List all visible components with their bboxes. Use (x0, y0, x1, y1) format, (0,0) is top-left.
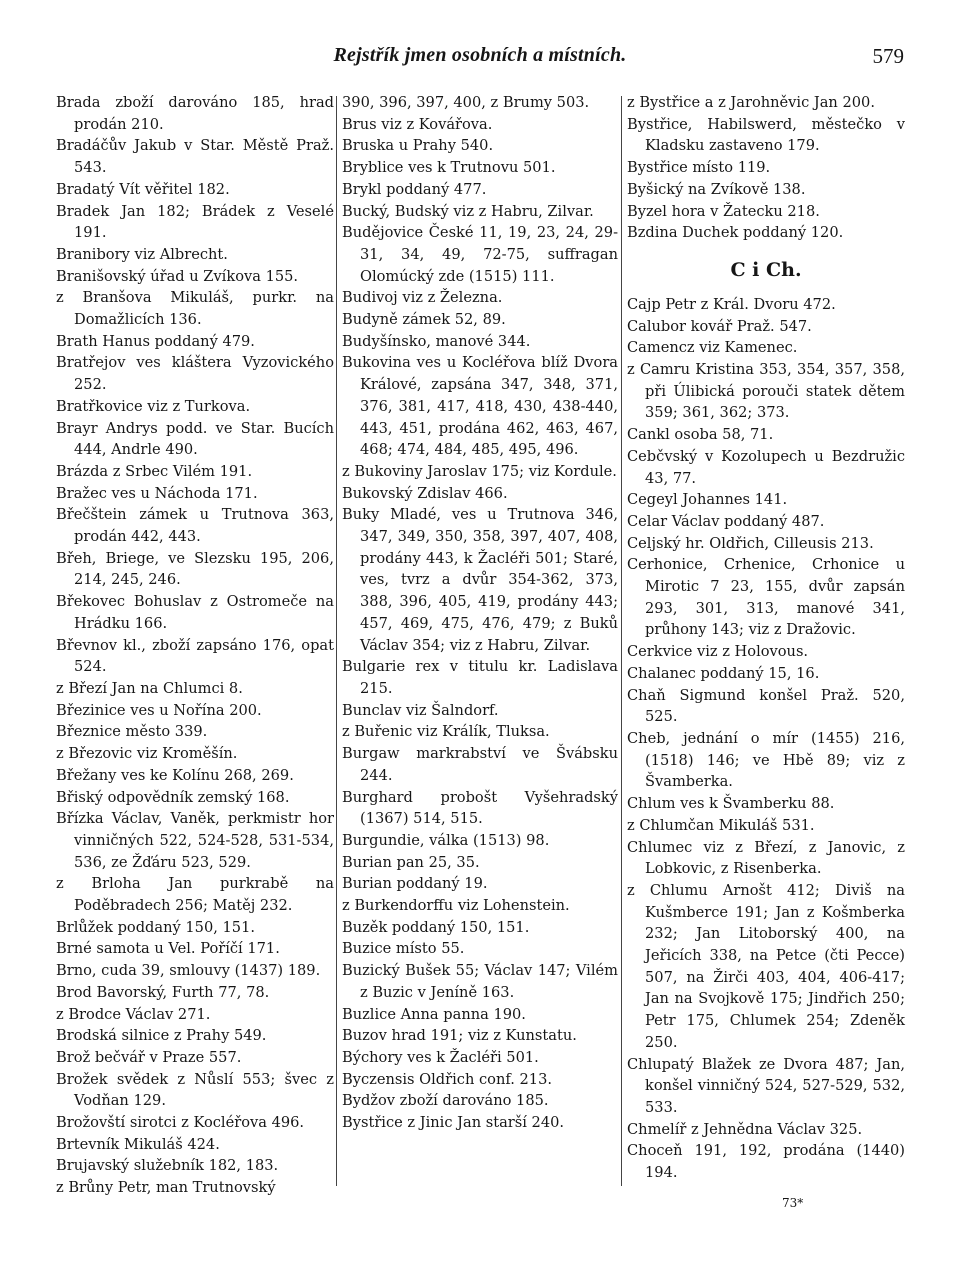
index-entry: Břiský odpovědník zemský 168. (56, 788, 290, 806)
index-entry: Cebčvský v Kozolupech u Bezdružic 43, 77. (627, 447, 905, 487)
index-entry: Burgundie, válka (1513) 98. (342, 831, 550, 849)
index-entry: Chlupatý Blažek ze Dvora 487; Jan, konšel vinničný 524, 527-529, 532, 533. (627, 1055, 905, 1116)
index-column-2 (342, 92, 618, 1134)
index-entry: z Camru Kristina 353, 354, 357, 358, při Úlibická porouči statek dětem 359; 361, 362; 373. (627, 361, 905, 422)
index-entry: Choceň 191, 192, prodána (1440) 194. (627, 1142, 905, 1182)
index-entry: Bradatý Vít věřitel 182. (56, 180, 230, 198)
index-entry: Bunclav viz Šalndorf. (342, 701, 499, 719)
index-entry: Břekovec Bohuslav z Ostromeče na Hrádku 166. (56, 593, 334, 632)
page-number: 579 (872, 44, 904, 68)
index-entry: Bukovský Zdislav 466. (342, 484, 508, 502)
index-entry: Camencz viz Kamenec. (627, 339, 798, 357)
index-entry: Březinice ves u Nořína 200. (56, 701, 262, 719)
index-entry: z Brůny Petr, man Trutnovský (56, 1179, 276, 1197)
index-entry: Brath Hanus poddaný 479. (56, 332, 255, 350)
index-entry: Chlumec viz z Březí, z Janovic, z Lobkovic, z Risenberka. (627, 838, 905, 878)
index-entry: Cerkvice viz z Holovous. (627, 643, 809, 661)
index-entry: Brodská silnice z Prahy 549. (56, 1027, 267, 1045)
index-entry: Burgaw markrabství ve Švábsku 244. (342, 745, 618, 784)
index-entry: Branišovský úřad u Zvíkova 155. (56, 267, 299, 285)
index-entry: Bukovina ves u Kocléřova blíž Dvora Králové, zapsána 347, 348, 371, 376, 381, 417, 418, 430, 438-440, 443, 451, prodána 462, 463, 467, 468; 474, 484, 485, 495, 496. (342, 354, 618, 459)
index-entry: Buzlice Anna panna 190. (342, 1005, 526, 1023)
index-column-3-b-entries (627, 92, 905, 244)
index-entry: Byczensis Oldřich conf. 213. (342, 1070, 552, 1088)
index-entry: 390, 396, 397, 400, z Brumy 503. (342, 94, 590, 111)
index-entry: z Brodce Václav 271. (56, 1005, 211, 1023)
index-entry: Brož bečvář v Praze 557. (56, 1048, 242, 1066)
index-entry: Budivoj viz z Železna. (342, 289, 503, 307)
index-entry: Bystřice místo 119. (627, 159, 771, 177)
index-entry: Calubor kovář Praž. 547. (627, 317, 812, 335)
index-entry: Břečštein zámek u Trutnova 363, prodán 442, 443. (56, 506, 334, 546)
index-entry: Brlůžek poddaný 150, 151. (56, 918, 255, 936)
index-entry: Břízka Václav, Vaněk, perkmistr hor vinničných 522, 524-528, 531-534, 536, ze Žďáru 523, 529. (56, 810, 334, 871)
index-entry: z Buřenic viz Králík, Tluksa. (342, 723, 550, 741)
column-rule (621, 96, 622, 1186)
index-entry: Buzěk poddaný 150, 151. (342, 918, 530, 936)
index-entry: Brod Bavorský, Furth 77, 78. (56, 983, 270, 1001)
index-entry: Cheb, jednání o mír (1455) 216, (1518) 146; ve Hbě 89; viz z Švamberka. (627, 729, 905, 791)
index-entry: Brykl poddaný 477. (342, 180, 487, 198)
index-entry: Buzický Bušek 55; Václav 147; Vilém z Buzic v Jeníně 163. (342, 962, 618, 1001)
index-entry: Brada zboží darováno 185, hrad prodán 210. (56, 94, 334, 133)
index-entry: Býchory ves k Žacléři 501. (342, 1048, 539, 1066)
index-column-3 (627, 92, 905, 1184)
index-entry: Brujavský služebník 182, 183. (56, 1157, 279, 1175)
index-entry: Břevnov kl., zboží zapsáno 176, opat 524. (56, 636, 334, 676)
index-entry: Chalanec poddaný 15, 16. (627, 664, 820, 682)
index-entry: Buky Mladé, ves u Trutnova 346, 347, 349, 350, 358, 397, 407, 408, prodány 443, k Žacléři 501; Staré, ves, tvrz a dvůr 354-362, 373, 388, 396, 405, 419, prodány 443; 457, 469, 475, 476, 479; z Buků Václav 354; viz z Habru, Zilvar. (342, 506, 618, 654)
index-entry: Bradáčův Jakub v Star. Městě Praž. 543. (56, 137, 334, 177)
index-entry: z Burkendorffu viz Lohenstein. (342, 897, 570, 915)
index-column-3-c-entries (627, 294, 905, 1184)
index-entry: z Chlumčan Mikuláš 531. (627, 816, 815, 834)
index-entry: Cegeyl Johannes 141. (627, 491, 788, 509)
index-entry: Byzel hora v Žatecku 218. (627, 202, 820, 220)
index-entry: Bratřkovice viz z Turkova. (56, 397, 251, 415)
index-entry: Bradek Jan 182; Brádek z Veselé 191. (56, 202, 334, 242)
index-column-1 (56, 92, 334, 1199)
index-entry: z Bukoviny Jaroslav 175; viz Kordule. (342, 462, 617, 480)
index-entry: Brázda z Srbec Vilém 191. (56, 462, 253, 480)
index-entry: Budyně zámek 52, 89. (342, 311, 506, 329)
index-entry: Brayr Andrys podd. ve Star. Bucích 444, Andrle 490. (56, 419, 334, 459)
index-entry: Bydžov zboží darováno 185. (342, 1092, 549, 1110)
index-entry: Burian poddaný 19. (342, 875, 488, 893)
index-entry: Brné samota u Vel. Poříčí 171. (56, 940, 280, 958)
index-entry: z Brloha Jan purkrabě na Poděbradech 256; Matěj 232. (56, 875, 334, 915)
index-entry: Celar Václav poddaný 487. (627, 512, 825, 530)
index-entry: Bucký, Budský viz z Habru, Zilvar. (342, 202, 594, 220)
index-entry: Budyšínsko, manové 344. (342, 332, 531, 350)
index-entry: Břežany ves ke Kolínu 268, 269. (56, 766, 294, 784)
index-entry: Cajp Petr z Král. Dvoru 472. (627, 295, 836, 313)
index-entry: Chaň Sigmund konšel Praž. 520, 525. (627, 686, 905, 726)
index-entry: z Bystřice a z Jarohněvic Jan 200. (627, 94, 875, 111)
index-entry: Brus viz z Kovářova. (342, 115, 493, 133)
index-entry: Bystřice, Habilswerd, městečko v Kladsku zastaveno 179. (627, 115, 905, 155)
index-entry: Brno, cuda 39, smlouvy (1437) 189. (56, 962, 321, 980)
index-entry: Chmelíř z Jehnědna Václav 325. (627, 1120, 863, 1138)
index-entry: Bratřejov ves kláštera Vyzovického 252. (56, 354, 334, 394)
index-entry: Branibory viz Albrecht. (56, 245, 228, 263)
index-entry: Buzov hrad 191; viz z Kunstatu. (342, 1027, 577, 1045)
index-entry: z Chlumu Arnošt 412; Diviš na Kušmberce 191; Jan z Košmberka 232; Jan Litoborský 400, na Jeřicích 338, na Petce (čti Pecce) 507, na Žirči 403, 404, 406-417; Jan na Svojkově 175; Jindřich 250; Petr 175, Chlumek 254; Zdeněk 250. (627, 881, 905, 1051)
index-entry: Budějovice České 11, 19, 23, 24, 29-31, 34, 49, 72-75, suffragan Olomúcký zde (1515) 111. (342, 224, 618, 285)
section-heading-c: C i Ch. (730, 258, 802, 281)
index-entry: Břeh, Briege, ve Slezsku 195, 206, 214, 245, 246. (56, 549, 334, 589)
index-entry: Bzdina Duchek poddaný 120. (627, 224, 844, 242)
column-rule (336, 96, 337, 1186)
printer-signature: 73* (782, 1196, 804, 1210)
index-entry: Celjský hr. Oldřich, Cilleusis 213. (627, 534, 874, 552)
index-entry: Burghard probošt Vyšehradský (1367) 514, 515. (342, 788, 618, 828)
index-entry: Březnice město 339. (56, 723, 208, 741)
index-entry: z Březí Jan na Chlumci 8. (56, 679, 243, 697)
index-entry: Brožek svědek z Nůslí 553; švec z Vodňan 129. (56, 1070, 334, 1110)
index-entry: Burian pan 25, 35. (342, 853, 480, 871)
index-entry: z Březovic viz Kroměšín. (56, 745, 238, 763)
index-entry: Cerhonice, Crhenice, Crhonice u Mirotic 7 23, 155, dvůr zapsán 293, 301, 313, manové 341, průhony 143; viz z Dražovic. (627, 556, 905, 639)
index-entry: Bryblice ves k Trutnovu 501. (342, 159, 556, 177)
index-entry: Cankl osoba 58, 71. (627, 426, 774, 444)
index-entry: Bražec ves u Náchoda 171. (56, 484, 258, 502)
index-entry: z Branšova Mikuláš, purkr. na Domažlicích 136. (56, 289, 334, 329)
index-entry: Bystřice z Jinic Jan starší 240. (342, 1114, 565, 1132)
index-entry: Buzice místo 55. (342, 940, 465, 958)
index-entry: Bruska u Prahy 540. (342, 137, 494, 155)
index-entry: Bulgarie rex v titulu kr. Ladislava 215. (342, 658, 618, 697)
running-title: Rejstřík jmen osobních a místních. (333, 44, 627, 66)
index-entry: Chlum ves k Švamberku 88. (627, 795, 835, 813)
index-entry: Byšický na Zvíkově 138. (627, 180, 806, 198)
index-entry: Brtevník Mikuláš 424. (56, 1135, 220, 1153)
index-entry: Brožovští sirotci z Kocléřova 496. (56, 1114, 305, 1132)
